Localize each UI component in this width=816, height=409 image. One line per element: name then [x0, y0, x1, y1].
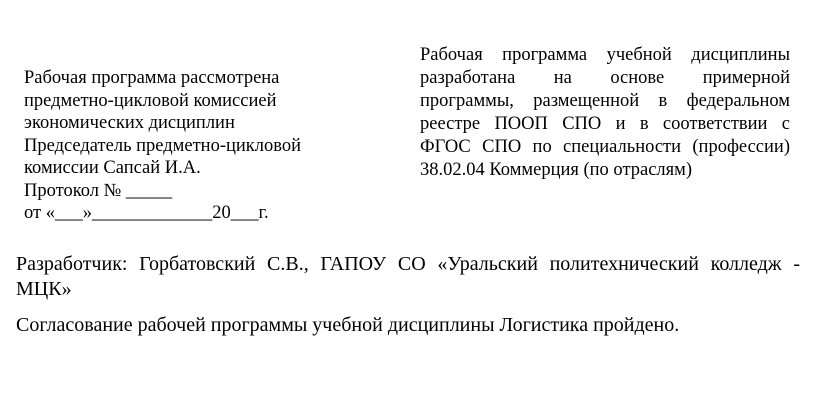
commission-review-block: [24, 67, 384, 225]
program-basis-line: программы, размещенной в федеральном: [420, 91, 790, 111]
developer-line: Разработчик: Горбатовский С.В., ГАПОУ СО «Уральский политехнический колледж -: [16, 253, 800, 275]
developer-line: МЦК»: [16, 278, 72, 300]
program-basis-block: [420, 44, 790, 182]
approval-paragraph: Согласование рабочей программы учебной дисциплины Логистика пройдено.: [16, 314, 680, 336]
program-basis-line: ФГОС СПО по специальности (профессии): [420, 137, 790, 157]
program-basis-line: разработана на основе примерной: [420, 68, 790, 88]
specialty-line: 38.02.04 Коммерция (по отраслям): [420, 160, 693, 180]
protocol-number-line: Протокол № _____: [24, 180, 173, 201]
commission-chair-name: комиссии Сапсай И.А.: [24, 158, 201, 178]
commission-line: Рабочая программа рассмотрена: [24, 68, 280, 88]
commission-line: экономических дисциплин: [24, 113, 235, 133]
commission-chair-line: Председатель предметно-цикловой: [24, 135, 302, 156]
program-basis-line: Рабочая программа учебной дисциплины: [420, 45, 790, 65]
commission-line: предметно-цикловой комиссией: [24, 90, 277, 111]
developer-paragraph: [16, 252, 800, 302]
protocol-date-line: от «___»_____________20___г.: [24, 203, 269, 223]
program-basis-line: реестре ПООП СПО и в соответствии с: [420, 114, 790, 134]
